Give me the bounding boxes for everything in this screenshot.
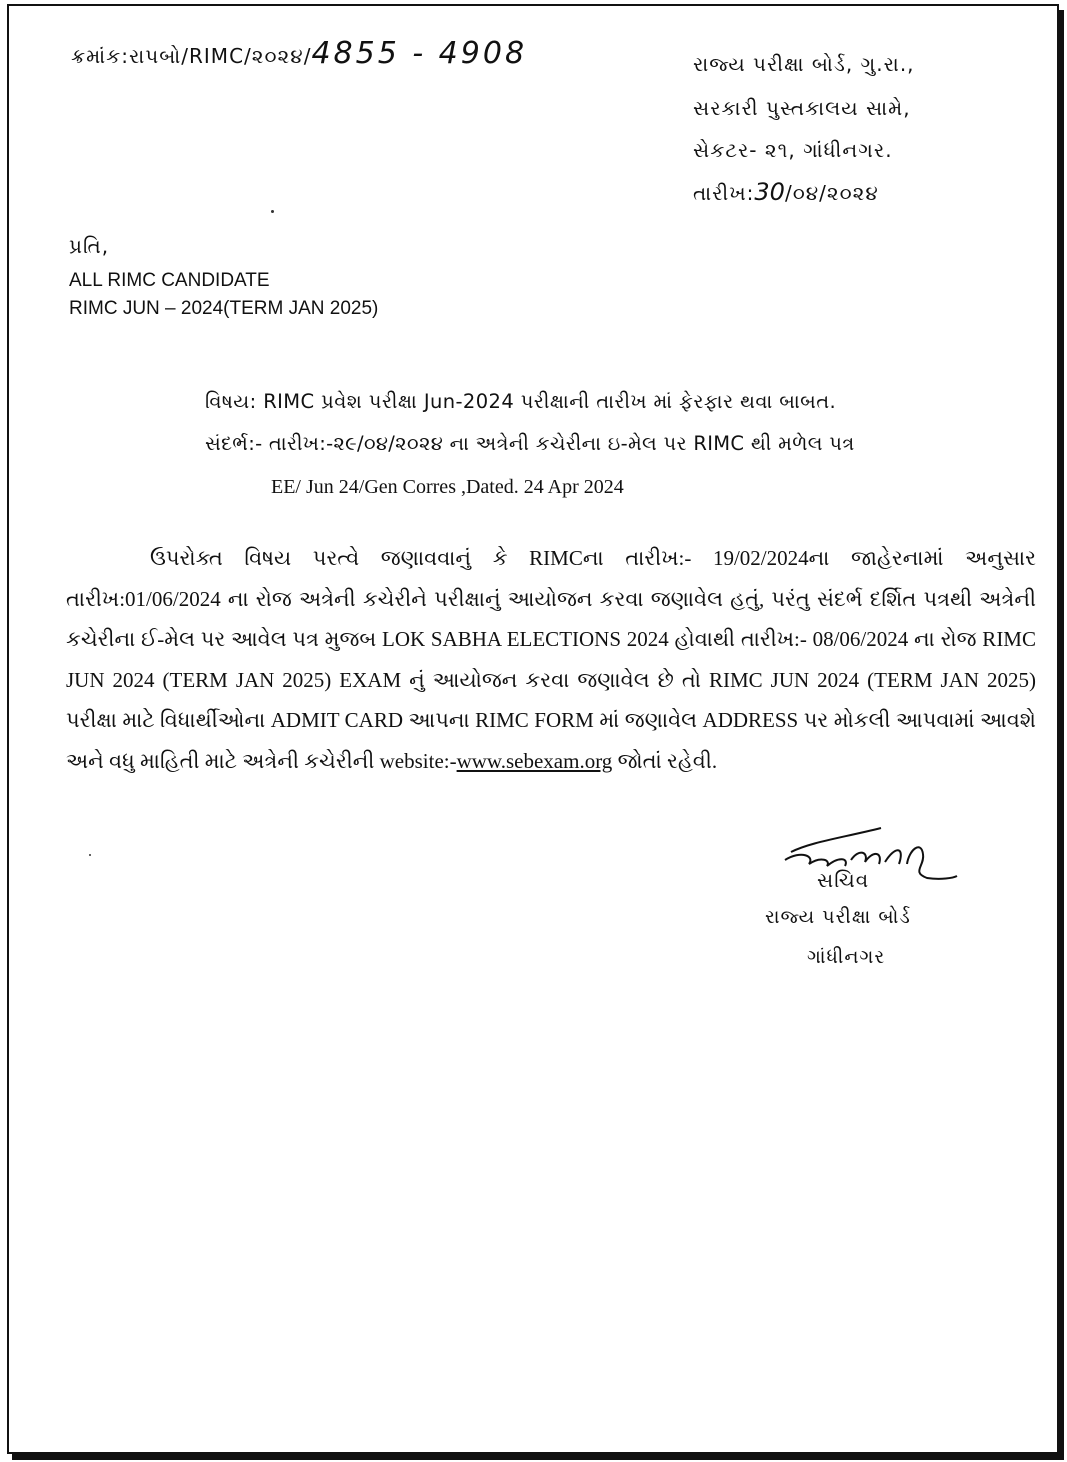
reference-detail: EE/ Jun 24/Gen Corres ,Dated. 24 Apr 2024: [271, 476, 624, 498]
signatory-office: રાજ્ય પરીક્ષા બોર્ડ: [765, 906, 911, 928]
signatory-designation: સચિવ: [817, 868, 870, 892]
speck-mark: [89, 854, 91, 856]
subject-line: વિષય: RIMC પ્રવેશ પરીક્ષા Jun-2024 પરીક્ષાની તારીખ માં ફેરફાર થવા બાબત.: [205, 390, 837, 413]
speck-mark: [271, 210, 274, 213]
reference-number: [71, 36, 527, 71]
reference-prefix: ક્રમાંક:રાપબો/RIMC/૨૦૨૪/: [71, 44, 312, 68]
handwritten-signature: [781, 820, 961, 890]
recipient-line1: ALL RIMC CANDIDATE: [69, 270, 270, 291]
body-paragraph-end: જોતાં રહેવી.: [617, 748, 718, 773]
reference-handwritten-numbers: 4855 - 4908: [311, 36, 528, 71]
office-address-line1: રાજ્ય પરીક્ષા બોર્ડ, ગુ.રા.,: [693, 52, 915, 76]
recipient-line2: RIMC JUN – 2024(TERM JAN 2025): [69, 298, 379, 319]
office-address-line3: સેકટર- ૨૧, ગાંધીનગર.: [693, 138, 893, 162]
reference-line: સંદર્ભ:- તારીખ:-૨૯/૦૪/૨૦૨૪ ના અત્રેની કચેરીના ઇ-મેલ પર RIMC થી મળેલ પત્ર: [205, 432, 855, 455]
body-paragraph: [66, 538, 1036, 781]
date-prefix: તારીખ:: [693, 181, 755, 205]
letter-page: [7, 4, 1059, 1454]
date-day-handwritten: 30: [754, 178, 785, 206]
letter-date: [693, 178, 879, 206]
recipient-to: પ્રતિ,: [69, 234, 110, 258]
office-address-line2: સરકારી પુસ્તકાલય સામે,: [693, 96, 911, 120]
website-link[interactable]: www.sebexam.org: [456, 748, 613, 773]
body-paragraph-text: ઉપરોક્ત વિષય પરત્વે જણાવવાનું કે RIMCના તારીખ:- 19/02/2024ના જાહેરનામાં અનુસાર તારીખ:01/06/2024 ના રોજ અત્રેની કચેરીને પરીક્ષાનું આયોજન કરવા જણાવેલ હતું, પરંતુ સંદર્ભ દર્શિત પત્રથી અત્રેની કચેરીના ઈ-મેલ પર આવેલ પત્ર મુજબ LOK SABHA ELECTIONS 2024 હોવાથી તારીખ:- 08/06/2024 ના રોજ RIMC JUN 2024 (TERM JAN 2025) EXAM નું આયોજન કરવા જણાવેલ છે તો RIMC JUN 2024 (TERM JAN 2025) પરીક્ષા માટે વિધાર્થીઓના ADMIT CARD આપના RIMC FORM માં જણાવેલ ADDRESS પર મોકલી આપવામાં આવશે અને વધુ માહિતી માટે અત્રેની કચેરીની website:-: [66, 546, 1036, 773]
signatory-city: ગાંધીનગર: [807, 946, 886, 968]
date-rest: /૦૪/૨૦૨૪: [784, 181, 879, 205]
